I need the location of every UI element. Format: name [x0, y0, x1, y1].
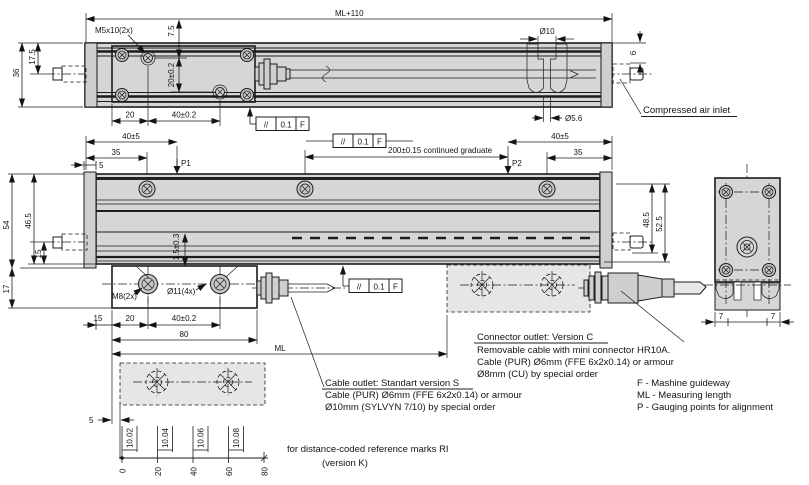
connector-outlet-line2: Removable cable with mini connector HR10A.	[477, 345, 671, 356]
tol-symbol: //	[263, 120, 269, 130]
dim-1-5: 1.5±0.3	[172, 233, 181, 261]
gauging-point-p1	[174, 159, 192, 174]
interval-1: 10.02	[125, 427, 135, 449]
dim-15-left: 15	[34, 249, 43, 259]
dim-36: 36	[12, 68, 21, 78]
air-inlet-plug-top	[613, 64, 643, 83]
cable-connector-main	[252, 273, 345, 303]
slider-block-main	[102, 266, 268, 308]
dim-ml: ML	[274, 344, 286, 353]
dim-6: 6	[629, 50, 638, 56]
dim-46-5: 46.5	[24, 213, 33, 229]
connector-version-c	[578, 272, 706, 303]
dim-52-5: 52.5	[655, 216, 664, 232]
connector-outlet-title: Connector outlet: Version C	[477, 332, 594, 343]
legend-ml: ML - Measuring length	[637, 390, 732, 401]
tol-value: 0.1	[357, 137, 369, 147]
dim-40-5-left: 40±5	[122, 132, 140, 141]
tolerance-frame-1	[250, 108, 309, 131]
gauging-point-p2	[505, 159, 523, 174]
tick-40: 40	[189, 467, 199, 476]
label-m5: M5x10(2x)	[95, 26, 133, 35]
dim-20-02: 20±0.2	[167, 62, 176, 88]
legend-f: F - Mashine guideway	[637, 378, 730, 389]
tol-datum: F	[393, 282, 398, 292]
dim-7-5: 7.5	[167, 25, 176, 37]
dim-17: 17	[2, 284, 11, 294]
tick-20: 20	[154, 467, 163, 476]
dim-17-5: 17.5	[28, 49, 37, 65]
side-view	[701, 164, 794, 327]
legend	[637, 378, 773, 413]
p2-label: P2	[512, 159, 522, 168]
tol-symbol: //	[356, 282, 362, 292]
tol-value: 0.1	[373, 282, 385, 292]
cable-outlet-line2: Cable (PUR) Ø6mm (FFE 6x2x0.14) or armour	[325, 390, 522, 401]
tick-80: 80	[260, 467, 270, 476]
dim-15-slider: 15	[93, 314, 103, 323]
interval-2: 10.04	[161, 427, 170, 449]
dim-d56: Ø5.6	[565, 114, 583, 123]
air-inlet-note	[620, 79, 737, 117]
tick-60: 60	[225, 467, 234, 476]
scale-caption-1: for distance-coded reference marks RI	[287, 444, 449, 455]
interval-4: 10.08	[232, 427, 241, 449]
tick-0: 0	[118, 468, 128, 473]
dim-5-offset: 5	[89, 416, 94, 425]
dim-48-5: 48.5	[642, 212, 651, 228]
dim-35-left: 35	[111, 148, 121, 157]
main-view	[2, 159, 670, 356]
cable-outlet-line3: Ø10mm (SYLVYN 7/10) by special order	[325, 402, 496, 413]
dim-20: 20	[125, 110, 135, 120]
label-m8: M8(2x)	[112, 292, 137, 301]
dim-7-right: 7	[770, 312, 776, 321]
dim-5-left: 5	[99, 161, 104, 170]
tol-datum: F	[300, 120, 305, 130]
dim-40-5-right: 40±5	[551, 132, 569, 141]
legend-p: P - Gauging points for alignment	[637, 402, 774, 413]
dim-54: 54	[2, 220, 11, 230]
main-right-dimensions	[604, 184, 670, 262]
scale-caption-2: (version K)	[322, 458, 368, 469]
intermediate-dimensions	[71, 132, 612, 180]
interval-marks	[122, 426, 244, 452]
dim-20-slider: 20	[125, 314, 135, 323]
connector-outlet-line3: Cable (PUR) Ø6mm (FFE 6x2x0.14) or armour	[477, 357, 674, 368]
cable-outlet-title: Cable outlet: Standart version S	[325, 378, 460, 389]
air-inlet-label: Compressed air inlet	[643, 105, 731, 116]
p1-label: P1	[181, 159, 191, 168]
tol-value: 0.1	[280, 120, 292, 130]
dim-35-right: 35	[573, 148, 583, 157]
slider-dimensions	[83, 296, 447, 356]
dim-80: 80	[179, 330, 189, 339]
dim-d10: Ø10	[539, 27, 555, 36]
top-view	[12, 9, 737, 131]
phantom-slider-position	[120, 363, 265, 405]
label-d11: Ø11(4x)	[167, 287, 196, 296]
tol-symbol: //	[340, 137, 346, 147]
air-inlet-plug-main	[613, 233, 643, 250]
side-view-dimensions	[701, 312, 794, 327]
interval-3: 10.06	[196, 427, 206, 449]
dim-40-slider: 40±0.2	[171, 314, 197, 323]
dim-200-graduate: 200±0.15 continued graduate	[388, 146, 493, 155]
tolerance-frame-3	[343, 266, 402, 293]
dim-ml110: ML+110	[335, 9, 364, 18]
tol-datum: F	[377, 137, 382, 147]
dim-40-02: 40±0.2	[171, 110, 197, 120]
dim-7-left: 7	[718, 312, 724, 321]
connector-outlet-line4: Ø8mm (CU) by special order	[477, 369, 598, 380]
